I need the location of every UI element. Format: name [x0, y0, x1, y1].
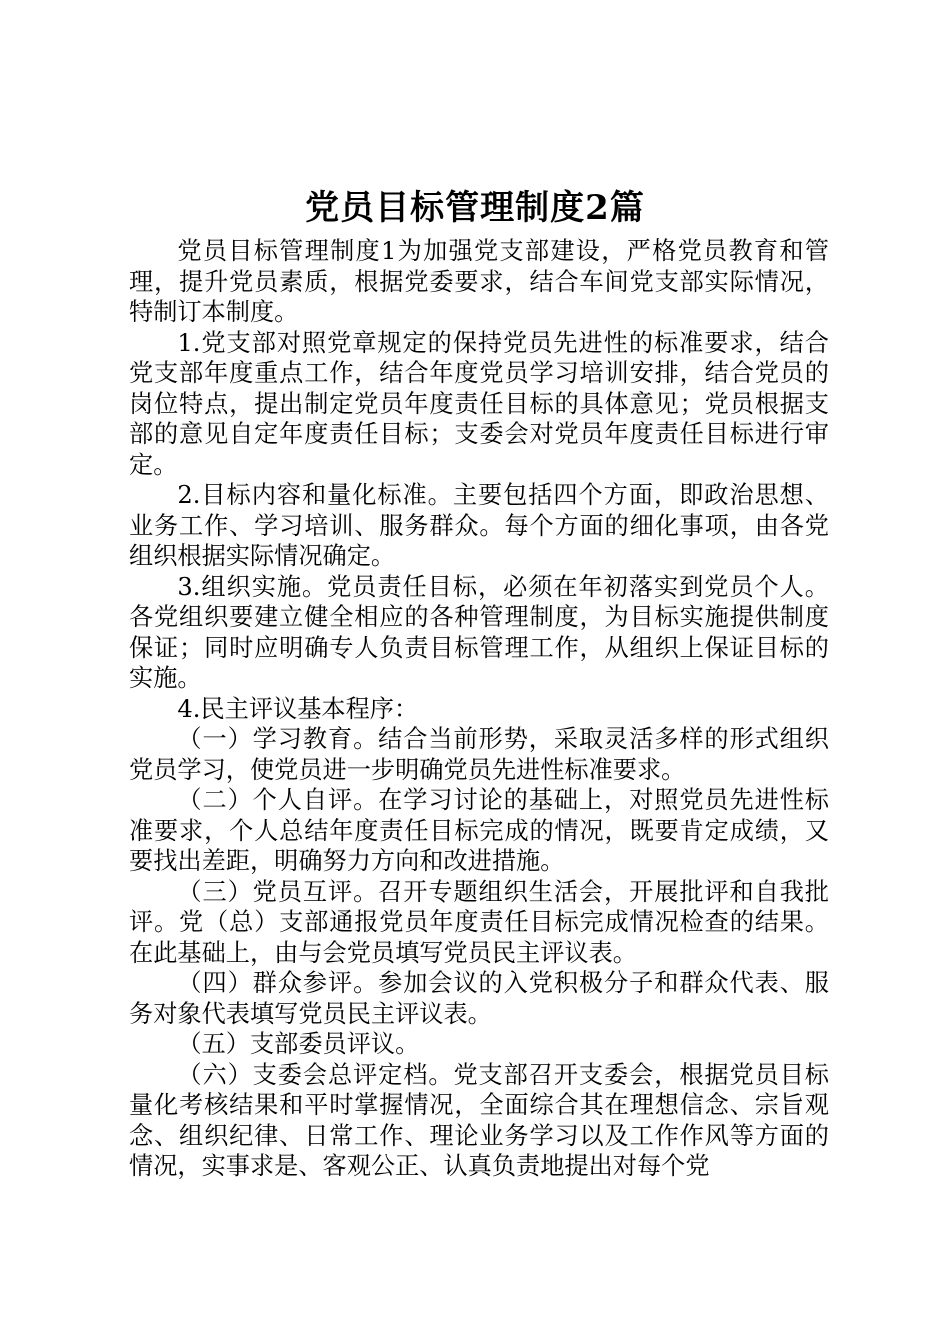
paragraph-step-4: （四）群众参评。参加会议的入党积极分子和群众代表、服务对象代表填写党员民主评议表。 — [129, 969, 829, 1028]
paragraph-step-3: （三）党员互评。召开专题组织生活会，开展批评和自我批评。党（总）支部通报党员年度责任目标完成情况检查的结果。在此基础上，由与会党员填写党员民主评议表。 — [129, 877, 829, 967]
paragraph-step-6: （六）支委会总评定档。党支部召开支委会，根据党员目标量化考核结果和平时掌握情况，全面综合其在理想信念、宗旨观念、组织纪律、日常工作、理论业务学习以及工作作风等方面的情况，实事求是、客观公正、认真负责地提出对每个党 — [129, 1060, 829, 1180]
paragraph-item-3: 3.组织实施。党员责任目标，必须在年初落实到党员个人。各党组织要建立健全相应的各种管理制度，为目标实施提供制度保证；同时应明确专人负责目标管理工作，从组织上保证目标的实施。 — [129, 572, 829, 692]
paragraph-item-1: 1.党支部对照党章规定的保持党员先进性的标准要求，结合党支部年度重点工作，结合年度党员学习培训安排，结合党员的岗位特点，提出制定党员年度责任目标的具体意见；党员根据支部的意见自定年度责任目标；支委会对党员年度责任目标进行审定。 — [129, 328, 829, 479]
document-body — [129, 236, 829, 1182]
paragraph-item-2: 2.目标内容和量化标准。主要包括四个方面，即政治思想、业务工作、学习培训、服务群众。每个方面的细化事项，由各党组织根据实际情况确定。 — [129, 481, 829, 570]
paragraph-step-1: （一）学习教育。结合当前形势，采取灵活多样的形式组织党员学习，使党员进一步明确党员先进性标准要求。 — [129, 725, 829, 784]
paragraph-step-2: （二）个人自评。在学习讨论的基础上，对照党员先进性标准要求，个人总结年度责任目标完成的情况，既要肯定成绩，又要找出差距，明确努力方向和改进措施。 — [129, 786, 829, 875]
paragraph-item-4: 4.民主评议基本程序： — [177, 694, 419, 723]
document-title: 党员目标管理制度2篇 — [305, 188, 645, 228]
paragraph-intro: 党员目标管理制度1为加强党支部建设，严格党员教育和管理，提升党员素质，根据党委要求，结合车间党支部实际情况，特制订本制度。 — [129, 237, 829, 326]
paragraph-step-5: （五）支部委员评议。 — [177, 1030, 420, 1058]
